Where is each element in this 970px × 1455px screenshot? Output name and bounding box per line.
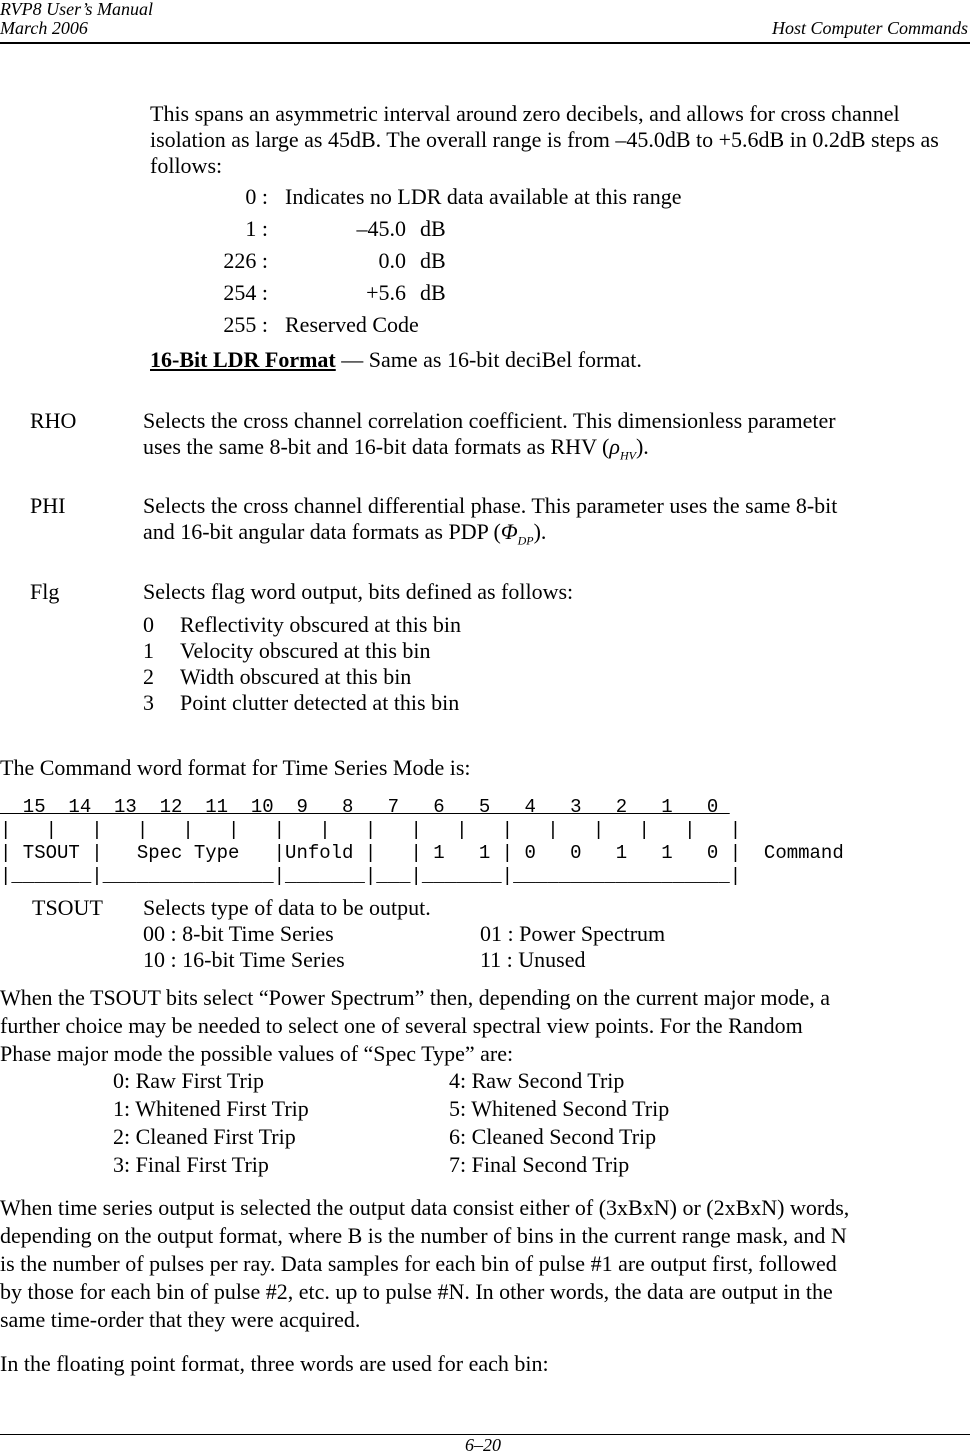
diagram-line: | | | | | | | | | | | | | | | | | xyxy=(0,819,742,841)
tsout-option: 11 : Unused xyxy=(480,947,586,972)
flg-bit-text: Point clutter detected at this bin xyxy=(180,690,460,715)
ldr-code: 1 : xyxy=(245,216,268,241)
diagram-line: |_______|_______________|_______|___|_______|___________________| xyxy=(0,865,742,887)
flg-bit-text: Velocity obscured at this bin xyxy=(180,638,431,663)
ldr-value: 0.0 xyxy=(378,248,406,273)
header-date: March 2006 xyxy=(0,18,88,38)
output-paragraph-line: When time series output is selected the output data consist either of (3xBxN) or (2xBxN) words, xyxy=(0,1195,850,1220)
floating-point-paragraph: In the floating point format, three words are used for each bin: xyxy=(0,1351,549,1376)
phi-desc-line1: Selects the cross channel differential phase. This parameter uses the same 8-bit xyxy=(143,493,838,518)
ldr-code: 226 : xyxy=(223,248,268,273)
output-paragraph-line: by those for each bin of pulse #2, etc. up to pulse #N. In other words, the data are output in the xyxy=(0,1279,833,1304)
phi-text: and 16-bit angular data formats as PDP ( xyxy=(143,519,501,544)
ldr16-line xyxy=(150,347,642,373)
spec-type-item: 3: Final First Trip xyxy=(113,1152,269,1177)
rho-subscript: HV xyxy=(619,448,636,463)
phi-term: PHI xyxy=(30,493,66,518)
tsout-term: TSOUT xyxy=(32,895,103,920)
spectrum-paragraph-line: further choice may be needed to select one of several spectral view points. For the Random xyxy=(0,1013,803,1038)
flg-desc: Selects flag word output, bits defined as follows: xyxy=(143,579,574,604)
spec-type-item: 5: Whitened Second Trip xyxy=(449,1096,670,1121)
ldr-unit: dB xyxy=(420,248,446,273)
ldr16-title: 16-Bit LDR Format xyxy=(150,347,336,372)
rho-desc-line1: Selects the cross channel correlation coefficient. This dimensionless parameter xyxy=(143,408,836,433)
rho-desc-line2 xyxy=(143,434,649,468)
ldr-value: Indicates no LDR data available at this range xyxy=(285,184,682,209)
ldr-unit: dB xyxy=(420,216,446,241)
rho-term: RHO xyxy=(30,408,77,433)
spectrum-paragraph-line: When the TSOUT bits select “Power Spectrum” then, depending on the current major mode, a xyxy=(0,985,831,1010)
diagram-field-labels: | TSOUT | Spec Type |Unfold | | 1 1 | 0 0 1 1 0 | Command xyxy=(0,842,844,864)
header-manual-title: RVP8 User’s Manual xyxy=(0,0,153,19)
tsout-desc: Selects type of data to be output. xyxy=(143,895,431,920)
output-paragraph-line: depending on the output format, where B is the number of bins in the current range mask, and N xyxy=(0,1223,847,1248)
spec-type-item: 1: Whitened First Trip xyxy=(113,1096,309,1121)
ldr-code: 254 : xyxy=(223,280,268,305)
ldr-intro-paragraph: This spans an asymmetric interval around zero decibels, and allows for cross channel isolation as large as 45dB. The overall range is from –45.0dB to +5.6dB in 0.2dB steps as follows: xyxy=(150,101,939,178)
flg-bit-number: 0 xyxy=(143,612,154,637)
phi-desc-line2 xyxy=(143,519,546,553)
page-number: 6–20 xyxy=(465,1435,501,1455)
flg-bit-text: Reflectivity obscured at this bin xyxy=(180,612,462,637)
ldr-code: 0 : xyxy=(245,184,268,209)
spec-type-item: 6: Cleaned Second Trip xyxy=(449,1124,657,1149)
spec-type-item: 2: Cleaned First Trip xyxy=(113,1124,296,1149)
phi-symbol: Φ xyxy=(500,519,518,544)
flg-bit-number: 1 xyxy=(143,638,154,663)
header-section: Host Computer Commands xyxy=(771,18,968,38)
spec-type-item: 7: Final Second Trip xyxy=(449,1152,630,1177)
flg-bit-text: Width obscured at this bin xyxy=(180,664,412,689)
timeseries-intro: The Command word format for Time Series Mode is: xyxy=(0,755,471,780)
tsout-option: 01 : Power Spectrum xyxy=(480,921,666,946)
phi-subscript: DP xyxy=(517,533,534,548)
ldr-value: –45.0 xyxy=(356,216,406,241)
rho-symbol: ρ xyxy=(609,434,620,459)
ldr-unit: dB xyxy=(420,280,446,305)
rho-text-end: ). xyxy=(635,434,649,459)
ldr-value: +5.6 xyxy=(366,280,406,305)
header-rule xyxy=(0,42,970,44)
output-paragraph-line: same time-order that they were acquired. xyxy=(0,1307,361,1332)
spec-type-item: 0: Raw First Trip xyxy=(113,1068,264,1093)
ldr-code: 255 : xyxy=(223,312,268,337)
flg-bit-number: 2 xyxy=(143,664,154,689)
diagram-bit-numbers: 15 14 13 12 11 10 9 8 7 6 5 4 3 2 1 0 xyxy=(0,796,730,818)
rho-text: uses the same 8-bit and 16-bit data formats as RHV ( xyxy=(143,434,610,459)
tsout-option: 10 : 16-bit Time Series xyxy=(143,947,345,972)
ldr-value: Reserved Code xyxy=(285,312,419,337)
output-paragraph-line: is the number of pulses per ray. Data samples for each bin of pulse #1 are output first, followed xyxy=(0,1251,837,1276)
spectrum-paragraph-line: Phase major mode the possible values of “Spec Type” are: xyxy=(0,1041,514,1066)
phi-text-end: ). xyxy=(533,519,547,544)
tsout-option: 00 : 8-bit Time Series xyxy=(143,921,334,946)
flg-term: Flg xyxy=(30,579,60,604)
spec-type-item: 4: Raw Second Trip xyxy=(449,1068,625,1093)
flg-bit-number: 3 xyxy=(143,690,154,715)
ldr16-text: — Same as 16-bit deciBel format. xyxy=(335,347,642,372)
